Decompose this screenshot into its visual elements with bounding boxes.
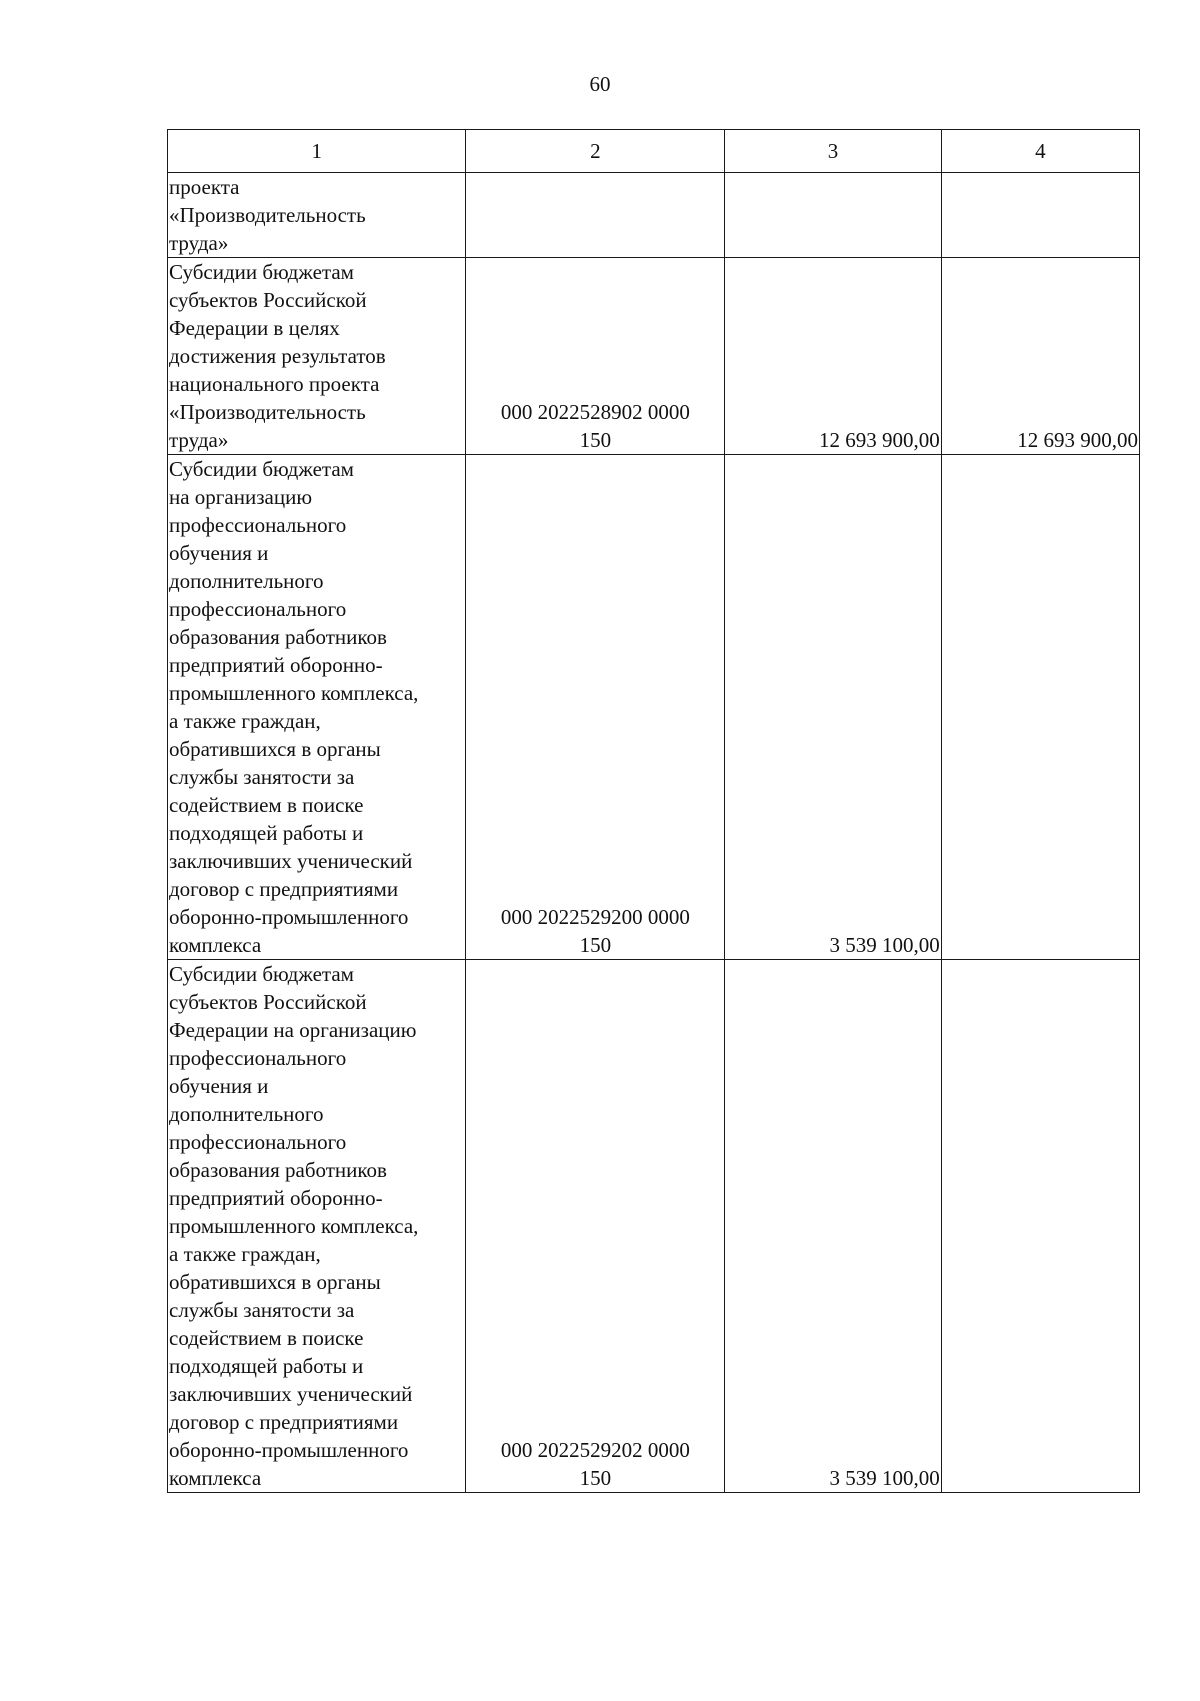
row-value-3-cell: 3 539 100,00 bbox=[725, 960, 941, 1493]
row-value-4-cell bbox=[941, 960, 1139, 1493]
table-row bbox=[168, 258, 1140, 455]
table-row bbox=[168, 960, 1140, 1493]
row-code-cell: 000 2022529202 0000 150 bbox=[466, 960, 725, 1493]
header-col-4: 4 bbox=[941, 130, 1139, 173]
budget-table bbox=[167, 129, 1140, 1493]
header-col-2: 2 bbox=[466, 130, 725, 173]
row-value-3-cell: 3 539 100,00 bbox=[725, 455, 941, 960]
row-value-4-cell bbox=[941, 455, 1139, 960]
row-value-3-cell bbox=[725, 173, 941, 258]
row-name-cell: проекта «Производительность труда» bbox=[168, 173, 466, 258]
header-col-3: 3 bbox=[725, 130, 941, 173]
row-value-4-cell bbox=[941, 173, 1139, 258]
row-name-cell: Субсидии бюджетам субъектов Российской Федерации на организацию профессионального обучения и дополнительного профессионального образования работников предприятий оборонно- промышленного комплекса, а также граждан, обратившихся в органы службы занятости за содействием в поиске подходящей работы и заключивших ученический договор с предприятиями оборонно-промышленного комплекса bbox=[168, 960, 466, 1493]
row-name-cell: Субсидии бюджетам на организацию профессионального обучения и дополнительного профессионального образования работников предприятий оборонно- промышленного комплекса, а также граждан, обратившихся в органы службы занятости за содействием в поиске подходящей работы и заключивших ученический договор с предприятиями оборонно-промышленного комплекса bbox=[168, 455, 466, 960]
row-code-cell bbox=[466, 173, 725, 258]
row-code-cell: 000 2022529200 0000 150 bbox=[466, 455, 725, 960]
page-number: 60 bbox=[589, 72, 611, 96]
row-name-cell: Субсидии бюджетам субъектов Российской Федерации в целях достижения результатов национального проекта «Производительность труда» bbox=[168, 258, 466, 455]
row-value-3-cell: 12 693 900,00 bbox=[725, 258, 941, 455]
header-col-1: 1 bbox=[168, 130, 466, 173]
table-row bbox=[168, 173, 1140, 258]
row-value-4-cell: 12 693 900,00 bbox=[941, 258, 1139, 455]
table-header-row bbox=[168, 130, 1140, 173]
table-row bbox=[168, 455, 1140, 960]
row-code-cell: 000 2022528902 0000 150 bbox=[466, 258, 725, 455]
